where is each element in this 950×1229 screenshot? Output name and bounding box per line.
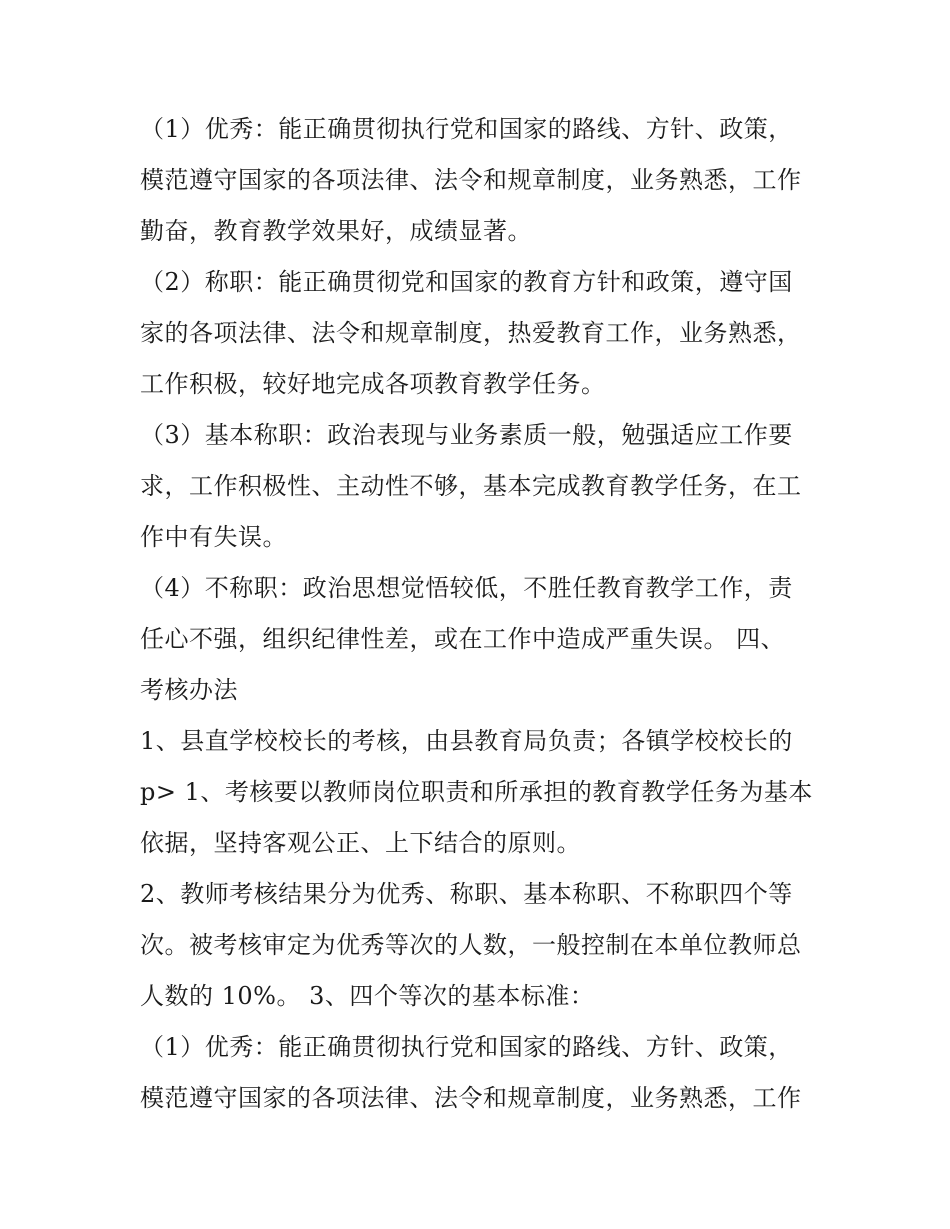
text-line: 工作积极，较好地完成各项教育教学任务。 [140,370,606,398]
text-line: 作中有失误。 [140,523,287,551]
text-line: 模范遵守国家的各项法律、法令和规章制度，业务熟悉，工作 [140,166,802,194]
text-line: 模范遵守国家的各项法律、法令和规章制度，业务熟悉，工作 [140,1084,802,1112]
text-line: 勤奋，教育教学效果好，成绩显著。 [140,217,532,245]
text-line: 任心不强，组织纪律性差，或在工作中造成严重失误。 四、 [140,625,786,653]
text-line: （1）优秀：能正确贯彻执行党和国家的路线、方针、政策， [140,115,793,143]
text-line: 家的各项法律、法令和规章制度，热爱教育工作，业务熟悉， [140,319,802,347]
document-body [140,104,820,1124]
text-line: （3）基本称职：政治表现与业务素质一般，勉强适应工作要 [140,421,793,449]
text-line: （4）不称职：政治思想觉悟较低，不胜任教育教学工作，责 [140,574,793,602]
text-line: 考核办法 [140,676,238,704]
text-line: 人数的 10%。 3、四个等次的基本标准： [140,982,595,1010]
text-line: （1）优秀：能正确贯彻执行党和国家的路线、方针、政策， [140,1033,793,1061]
text-line: 求，工作积极性、主动性不够，基本完成教育教学任务，在工 [140,472,802,500]
text-line: p> 1、考核要以教师岗位职责和所承担的教育教学任务为基本 [140,778,813,806]
text-line: 2、教师考核结果分为优秀、称职、基本称职、不称职四个等 [140,880,793,908]
text-line: （2）称职：能正确贯彻党和国家的教育方针和政策，遵守国 [140,268,793,296]
text-line: 1、县直学校校长的考核，由县教育局负责；各镇学校校长的 [140,727,793,755]
text-line: 依据，坚持客观公正、上下结合的原则。 [140,829,581,857]
text-line: 次。被考核审定为优秀等次的人数，一般控制在本单位教师总 [140,931,802,959]
